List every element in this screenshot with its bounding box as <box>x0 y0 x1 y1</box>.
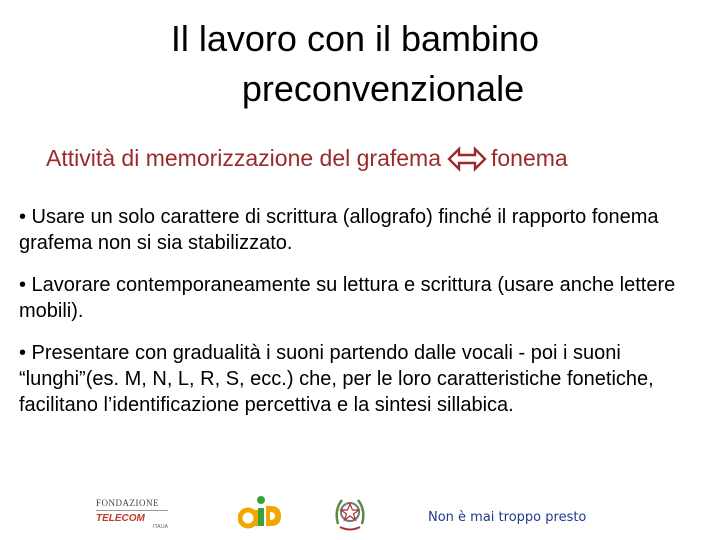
telecom-sub-label: ITALIA <box>153 524 168 530</box>
title-line-2: preconvenzionale <box>241 68 525 109</box>
fondazione-telecom-logo <box>96 498 168 530</box>
bullet-item: • Presentare con gradualità i suoni partendo dalle vocali - poi i suoni “lunghi”(es. M, N, L, R, S, ecc.) che, per le loro caratteristiche fonetiche, facilitano l’identificazione percettiva e la sintesi sillabica. <box>19 342 654 416</box>
title-line-1: Il lavoro con il bambino <box>170 18 540 59</box>
bullet-list <box>19 204 709 434</box>
bullet-item: • Lavorare contemporaneamente su lettura e scrittura (usare anche lettere mobili). <box>19 274 676 322</box>
subtitle-right: fonema <box>491 145 568 171</box>
footer <box>0 490 720 540</box>
slide-title <box>0 14 720 114</box>
subtitle-left: Attività di memorizzazione del grafema <box>46 145 441 171</box>
footer-slogan: Non è mai troppo presto <box>428 510 587 525</box>
slide-subtitle <box>46 145 568 172</box>
fondazione-label: FONDAZIONE <box>96 498 159 508</box>
bullet-item: • Usare un solo carattere di scrittura (allografo) finché il rapporto fonema grafema non si sia stabilizzato. <box>19 206 659 254</box>
double-arrow-icon <box>447 146 487 172</box>
aid-logo-icon <box>238 492 284 532</box>
republic-seal-icon <box>332 494 368 534</box>
telecom-label: TELECOM <box>96 513 145 524</box>
